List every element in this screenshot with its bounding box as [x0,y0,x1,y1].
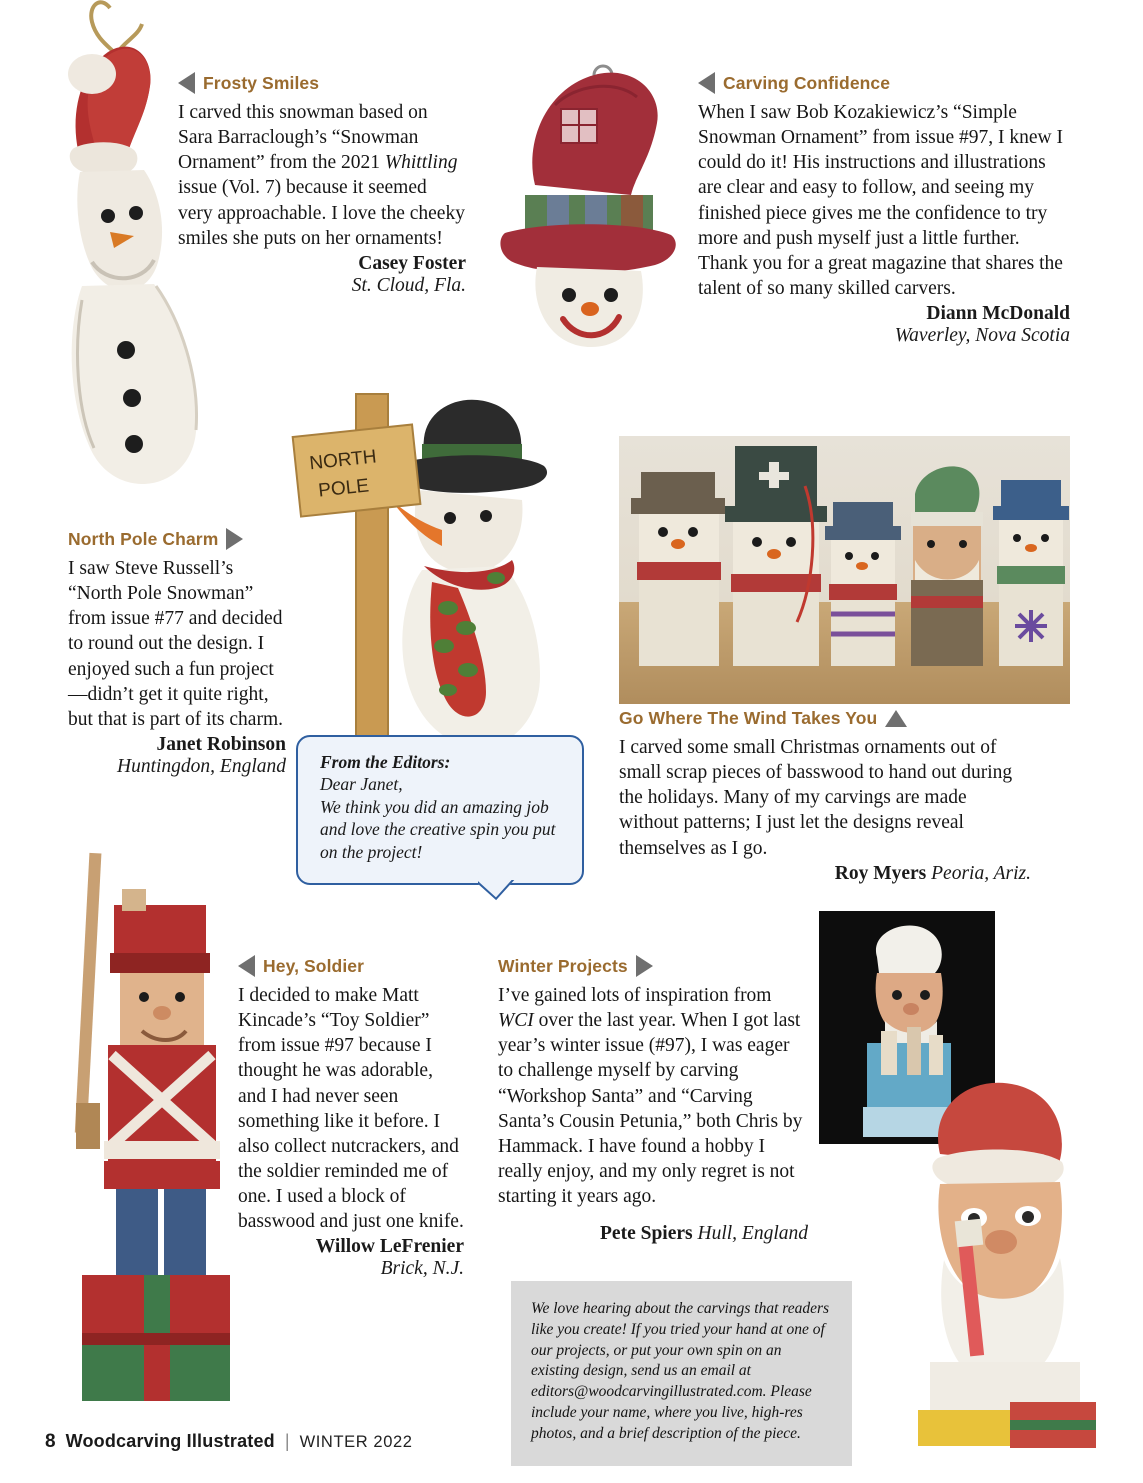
letter-go-where-the-wind [619,708,1031,885]
page-number: 8 [45,1431,56,1452]
footer-separator: | [284,1431,290,1451]
letter-north-pole-charm [68,528,286,778]
tophat-snowman-illustration [485,45,700,375]
letter-title-go-where-the-wind [619,708,1031,729]
letter-signature: Casey Foster [358,252,466,274]
letter-signature-line [619,863,1031,885]
letter-body-carving-confidence: When I saw Bob Kozakiewicz’s “Simple Snowman Ornament” from issue #97, I knew I could do it! His instructions and illustrations are clear and easy to follow, and seeing my finished piece gives me the confidence to try more and push myself just a little further. Thank you for a great magazine that shares the talent of so many skilled carvers. [698,102,1064,299]
toy-soldier-illustration [60,845,250,1415]
letter-title-hey-soldier [238,955,464,977]
ornament-group-photo [619,436,1070,704]
callout-text: We love hearing about the carvings that readers like you create! If you tried your hand at one of our projects, or put your own spin on an existing design, send us an email at editors@woodcarvingillustrated.com. Please include your name, where you live, high-res photos, and a brief description of the piece. [531,1300,830,1442]
letter-signature: Willow LeFrenier [315,1236,464,1258]
letter-location: Brick, N.J. [380,1258,464,1280]
editors-note-greeting: Dear Janet, [320,774,403,795]
letter-body-frosty-smiles [178,100,466,251]
triangle-right-icon [226,528,243,550]
letter-title-text: Winter Projects [498,955,628,976]
letter-title-text: Carving Confidence [723,72,891,93]
letter-location: St. Cloud, Fla. [351,274,466,296]
letter-body-part: issue (Vol. 7) because it seemed very approachable. I love the cheeky smiles she puts on her ornaments! [178,177,465,249]
letter-body-north-pole-charm: I saw Steve Russell’s “North Pole Snowman” from issue #77 and decided to round out the design. I enjoyed such a fun project—didn’t get it quite right, but that is part of its charm. [68,558,283,730]
letter-title-north-pole-charm [68,528,286,550]
letter-body-emphasis: Whittling [384,152,458,174]
santa-petunia-illustration [868,1062,1118,1462]
letter-signature: Pete Spiers [600,1223,693,1245]
letter-carving-confidence [698,72,1070,347]
letter-body-part: I carved this snowman based on Sara Barraclough’s “Snowman Ornament” from the 2021 [178,102,428,174]
letter-title-text: North Pole Charm [68,528,219,549]
letter-title-winter-projects [498,955,808,977]
letter-signature-line [498,1223,808,1245]
letter-frosty-smiles [178,72,466,297]
letter-hey-soldier [238,955,464,1280]
letter-body-hey-soldier: I decided to make Matt Kincade’s “Toy Soldier” from issue #97 because I thought he was adorable, and I had never seen something like it before. I also collect nutcrackers, and the soldier reminded me of one. I used a block of basswood and just one knife. [238,985,464,1233]
triangle-left-icon [178,72,195,94]
letter-winter-projects [498,955,808,1245]
svg-text:NORTH: NORTH [308,446,378,475]
svg-text:POLE: POLE [317,475,371,502]
triangle-left-icon [698,72,715,94]
reader-submission-callout [511,1281,852,1466]
letter-title-text: Frosty Smiles [203,72,320,93]
letter-signature: Diann McDonald [926,303,1070,325]
magazine-name: Woodcarving Illustrated [65,1431,275,1451]
letter-signature: Roy Myers [834,862,927,884]
triangle-up-icon [885,710,907,727]
letter-title-text: Go Where The Wind Takes You [619,708,878,728]
triangle-left-icon [238,955,255,977]
letter-location: Hull, England [697,1223,808,1245]
letter-location: Huntingdon, England [117,755,286,777]
editors-note-box [296,735,584,885]
letter-body-part: over the last year. When I got last year’s winter issue (#97), I was eager to challenge myself by carving “Workshop Santa” and “Carving Santa’s Cousin Petunia,” both Chris by Hammack. I have found a hobby I really enjoy, and my only regret is not starting it years ago. [498,1010,803,1208]
triangle-right-icon [636,955,653,977]
letter-title-carving-confidence [698,72,1070,94]
letter-title-text: Hey, Soldier [263,955,365,976]
north-pole-snowman-illustration [282,370,582,770]
letter-body-part: I’ve gained lots of inspiration from [498,985,772,1006]
letter-signature: Janet Robinson [156,733,286,755]
issue-label: WINTER 2022 [299,1433,413,1451]
letter-location: Waverley, Nova Scotia [894,325,1070,347]
letter-body-emphasis: WCI [498,1010,534,1032]
editors-note-title: From the Editors: [320,752,451,772]
letter-body-winter-projects [498,983,808,1209]
editors-note-body: We think you did an amazing job and love the creative spin you put on the project! [320,796,556,862]
letter-body-go-where-the-wind: I carved some small Christmas ornaments out of small scrap pieces of basswood to hand out during the holidays. Many of my carvings are made without patterns; I just let the designs reveal themselves as I go. [619,737,1013,859]
letter-title-frosty-smiles [178,72,466,94]
page-footer [45,1431,413,1453]
editors-note-tail [478,880,518,908]
letter-location: Peoria, Ariz. [931,862,1031,884]
